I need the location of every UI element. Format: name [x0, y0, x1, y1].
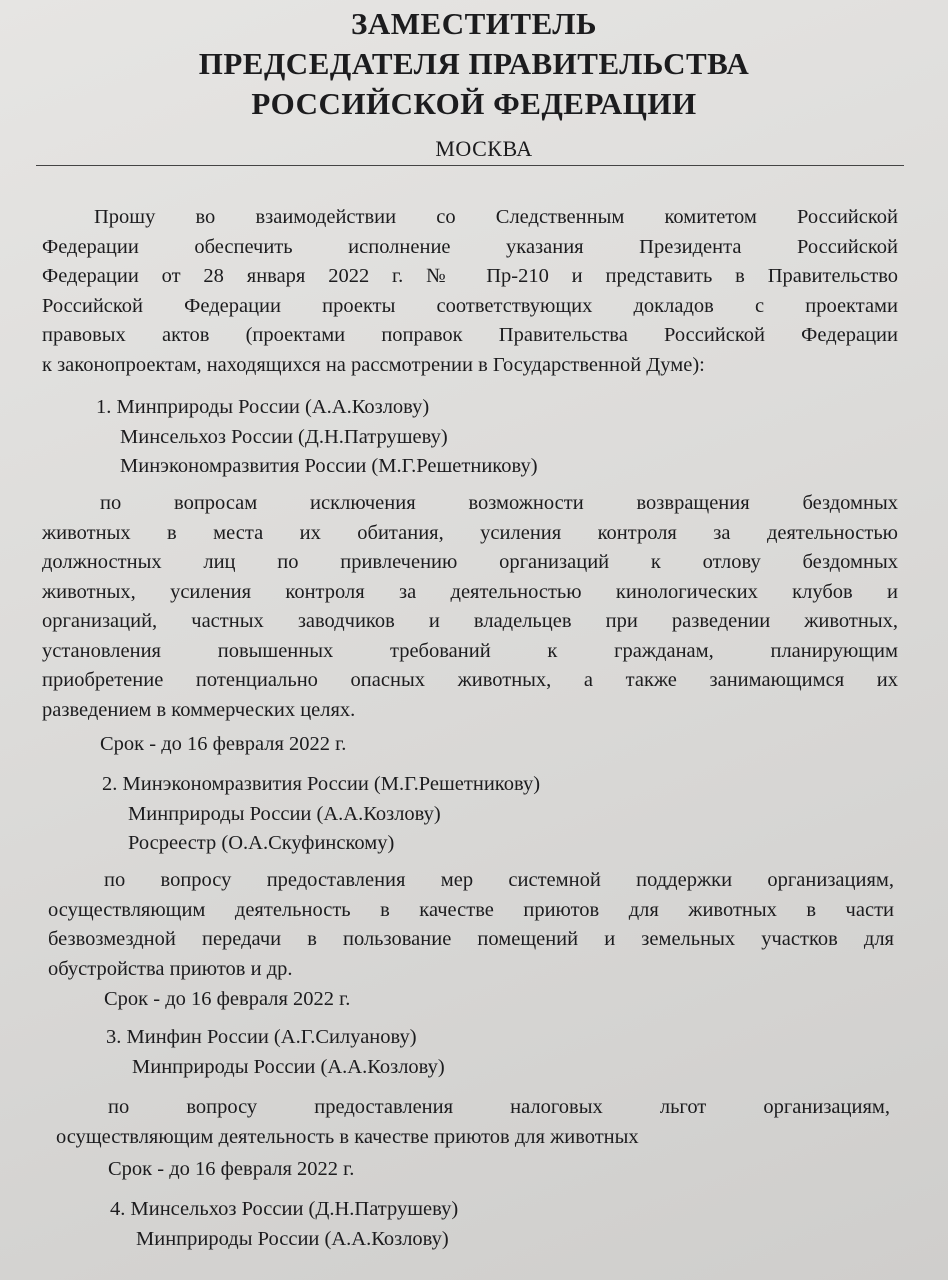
document-header	[0, 4, 948, 124]
agency-line: Росреестр (О.А.Скуфинскому)	[128, 832, 395, 854]
item1-deadline: Срок - до 16 февраля 2022 г.	[100, 733, 347, 755]
item1-text	[42, 489, 898, 725]
item1-text-line: по вопросам исключения возможности возвращения бездомных	[100, 492, 898, 514]
intro-line: Федерации от 28 января 2022 г. № Пр-210 и представить в Правительство	[42, 265, 898, 287]
agency-line: Минэкономразвития России (М.Г.Решетникову)	[120, 455, 538, 477]
item3-text	[56, 1093, 890, 1152]
item4-agencies	[110, 1195, 458, 1254]
item1-text-line: установления повышенных требований к гражданам, планирующим	[42, 639, 898, 662]
item3-text-line: осуществляющим деятельность в качестве приютов для животных	[56, 1125, 639, 1148]
agency-line: 1. Минприроды России (А.А.Козлову)	[96, 396, 430, 418]
intro-paragraph	[42, 203, 898, 380]
header-divider	[36, 165, 904, 166]
item2-text-line: безвозмездной передачи в пользование помещений и земельных участков для	[48, 928, 894, 950]
item3-agencies	[106, 1023, 445, 1082]
item2-text-line: обустройства приютов и др.	[48, 957, 293, 980]
item1-text-line: животных, усиления контроля за деятельностью кинологических клубов и	[42, 580, 898, 603]
item1-text-line: животных в места их обитания, усиления контроля за деятельностью	[42, 521, 898, 544]
intro-line: Федерации обеспечить исполнение указания Президента Российской	[42, 235, 898, 258]
intro-line: к законопроектам, находящихся на рассмотрении в Государственной Думе):	[42, 353, 705, 376]
item2-agencies	[102, 770, 540, 859]
agency-line: Минприроды России (А.А.Козлову)	[132, 1055, 445, 1078]
intro-line: Российской Федерации проекты соответствующих докладов с проектами	[42, 294, 898, 317]
agency-line: Минприроды России (А.А.Козлову)	[136, 1227, 449, 1250]
header-city: МОСКВА	[435, 136, 533, 161]
agency-line: 2. Минэкономразвития России (М.Г.Решетникову)	[102, 773, 541, 795]
agency-line: Минприроды России (А.А.Козлову)	[128, 802, 441, 825]
item3-deadline: Срок - до 16 февраля 2022 г.	[108, 1158, 355, 1180]
header-title-line-1: ЗАМЕСТИТЕЛЬ	[351, 6, 597, 41]
intro-line: Прошу во взаимодействии со Следственным комитетом Российской	[94, 206, 898, 228]
intro-line: правовых актов (проектами поправок Правительства Российской Федерации	[42, 324, 898, 346]
header-title-line-3: РОССИЙСКОЙ ФЕДЕРАЦИИ	[251, 86, 697, 121]
agency-line: 3. Минфин России (А.Г.Силуанову)	[106, 1026, 417, 1048]
item2-deadline: Срок - до 16 февраля 2022 г.	[104, 988, 351, 1010]
item1-agencies	[96, 393, 538, 482]
item1-text-line: организаций, частных заводчиков и владельцев при разведении животных,	[42, 610, 898, 632]
item2-text-line: осуществляющим деятельность в качестве приютов для животных в части	[48, 898, 894, 921]
item1-text-line: приобретение потенциально опасных животных, а также занимающимся их	[42, 669, 898, 691]
agency-line: Минсельхоз России (Д.Н.Патрушеву)	[120, 425, 448, 448]
item2-text	[48, 866, 894, 984]
agency-line: 4. Минсельхоз России (Д.Н.Патрушеву)	[110, 1198, 459, 1220]
item1-text-line: разведением в коммерческих целях.	[42, 698, 356, 721]
item3-text-line: по вопросу предоставления налоговых льгот организациям,	[108, 1096, 890, 1118]
item1-text-line: должностных лиц по привлечению организаций к отлову бездомных	[42, 551, 898, 573]
header-title-line-2: ПРЕДСЕДАТЕЛЯ ПРАВИТЕЛЬСТВА	[198, 46, 750, 81]
item2-text-line: по вопросу предоставления мер системной поддержки организациям,	[104, 869, 894, 891]
